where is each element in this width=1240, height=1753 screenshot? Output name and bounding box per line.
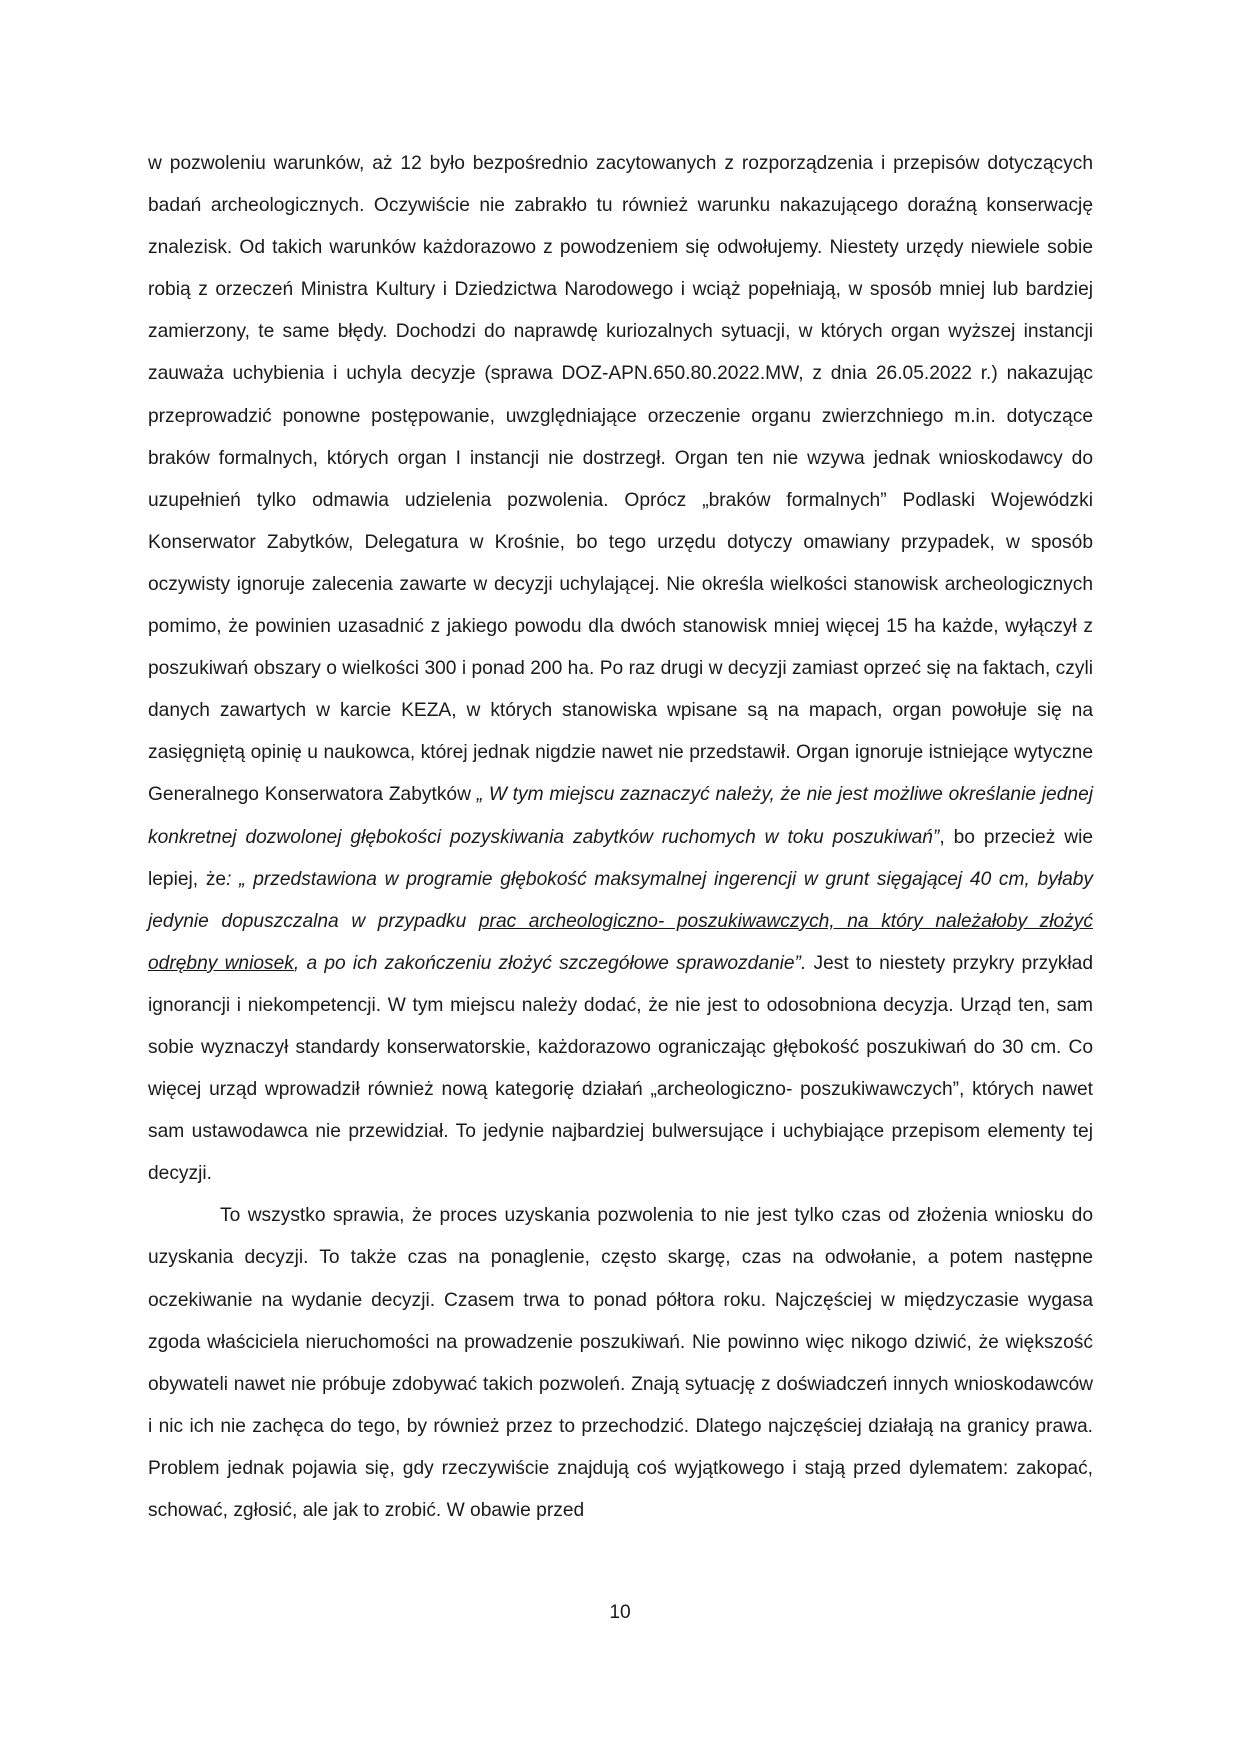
paragraph-1-text-a: w pozwoleniu warunków, aż 12 było bezpośrednio zacytowanych z rozporządzenia i przepisów dotyczących badań archeologicznych. Oczywiście nie zabrakło tu również warunku nakazującego doraźną konserwację znalezisk. Od takich warunków każdorazowo z powodzeniem się odwołujemy. Niestety urzędy niewiele sobie robią z orzeczeń Ministra Kultury i Dziedzictwa Narodowego i wciąż popełniają, w sposób mniej lub bardziej zamierzony, te same błędy. Dochodzi do naprawdę kuriozalnych sytuacji, w których organ wyższej instancji zauważa uchybienia i uchyla decyzje (sprawa DOZ-APN.650.80.2022.MW, z dnia 26.05.2022 r.) nakazując przeprowadzić ponowne postępowanie, uwzględniające orzeczenie organu zwierzchniego m.in. dotyczące braków formalnych, których organ I instancji nie dostrzegł. Organ ten nie wzywa jednak wnioskodawcy do uzupełnień tylko odmawia udzielenia pozwolenia. Oprócz „braków formalnych” Podlaski Wojewódzki Konserwator Zabytków, Delegatura w Krośnie, bo tego urzędu dotyczy omawiany przypadek, w sposób oczywisty ignoruje zalecenia zawarte w decyzji uchylającej. Nie określa wielkości stanowisk archeologicznych pomimo, że powinien uzasadnić z jakiego powodu dla dwóch stanowisk mniej więcej 15 ha każde, wyłączył z poszukiwań obszary o wielkości 300 i ponad 200 ha. Po raz drugi w decyzji zamiast oprzeć się na faktach, czyli danych zawartych w karcie KEZA, w których stanowiska wpisane są na mapach, organ powołuje się na zasięgniętą opinię u naukowca, której jednak nigdzie nawet nie przedstawił. Organ ignoruje istniejące wytyczne Generalnego Konserwatora Zabytków — [148, 153, 1093, 806]
quote-decision-underlined: prac archeologiczno- poszukiwawczych, na który należałoby złożyć odrębny wniosek — [148, 910, 1093, 974]
quote-decision-start: : „ przedstawiona w programie głębokość maksymalnej ingerencji w grunt sięgającej 40 cm, byłaby jedynie dopuszczalna w przypadku — [148, 868, 1094, 932]
paragraph-2: To wszystko sprawia, że proces uzyskania pozwolenia to nie jest tylko czas od złożenia wniosku do uzyskania decyzji. To także czas na ponaglenie, często skargę, czas na odwołanie, a potem następne oczekiwanie na wydanie decyzji. Czasem trwa to ponad półtora roku. Najczęściej w międzyczasie wygasa zgoda właściciela nieruchomości na prowadzenie poszukiwań. Nie powinno więc nikogo dziwić, że większość obywateli nawet nie próbuje zdobywać takich pozwoleń. Znają sytuację z doświadczeń innych wnioskodawców i nic ich nie zachęca do tego, by również przez to przechodzić. Dlatego najczęściej działają na granicy prawa. Problem jednak pojawia się, gdy rzeczywiście znajdują coś wyjątkowego i stają przed dylematem: zakopać, schować, zgłosić, ale jak to zrobić. W obawie przed — [148, 1205, 1093, 1521]
quote-guidelines: „ W tym miejscu zaznaczyć należy, że nie jest możliwe określanie jednej konkretnej dozwolonej głębokości pozyskiwania zabytków ruchomych w toku poszukiwań” — [148, 784, 1093, 848]
paragraph-1 — [148, 143, 1093, 1195]
paragraph-1-text-b: , bo przecież wie lepiej, że — [148, 826, 1094, 890]
paragraph-1-text-c: Jest to niestety przykry przykład ignorancji i niekompetencji. W tym miejscu należy dodać, że nie jest to odosobniona decyzja. Urząd ten, sam sobie wyznaczył standardy konserwatorskie, każdorazowo ograniczając głębokość poszukiwań do 30 cm. Co więcej urząd wprowadził również nową kategorię działań „archeologiczno- poszukiwawczych”, których nawet sam ustawodawca nie przewidział. To jedynie najbardziej bulwersujące i uchybiające przepisom elementy tej decyzji. — [148, 952, 1093, 1185]
body-text — [148, 143, 1093, 1532]
quote-decision-end: , a po ich zakończeniu złożyć szczegółowe sprawozdanie”. — [293, 952, 807, 974]
page-number: 10 — [609, 1602, 631, 1623]
